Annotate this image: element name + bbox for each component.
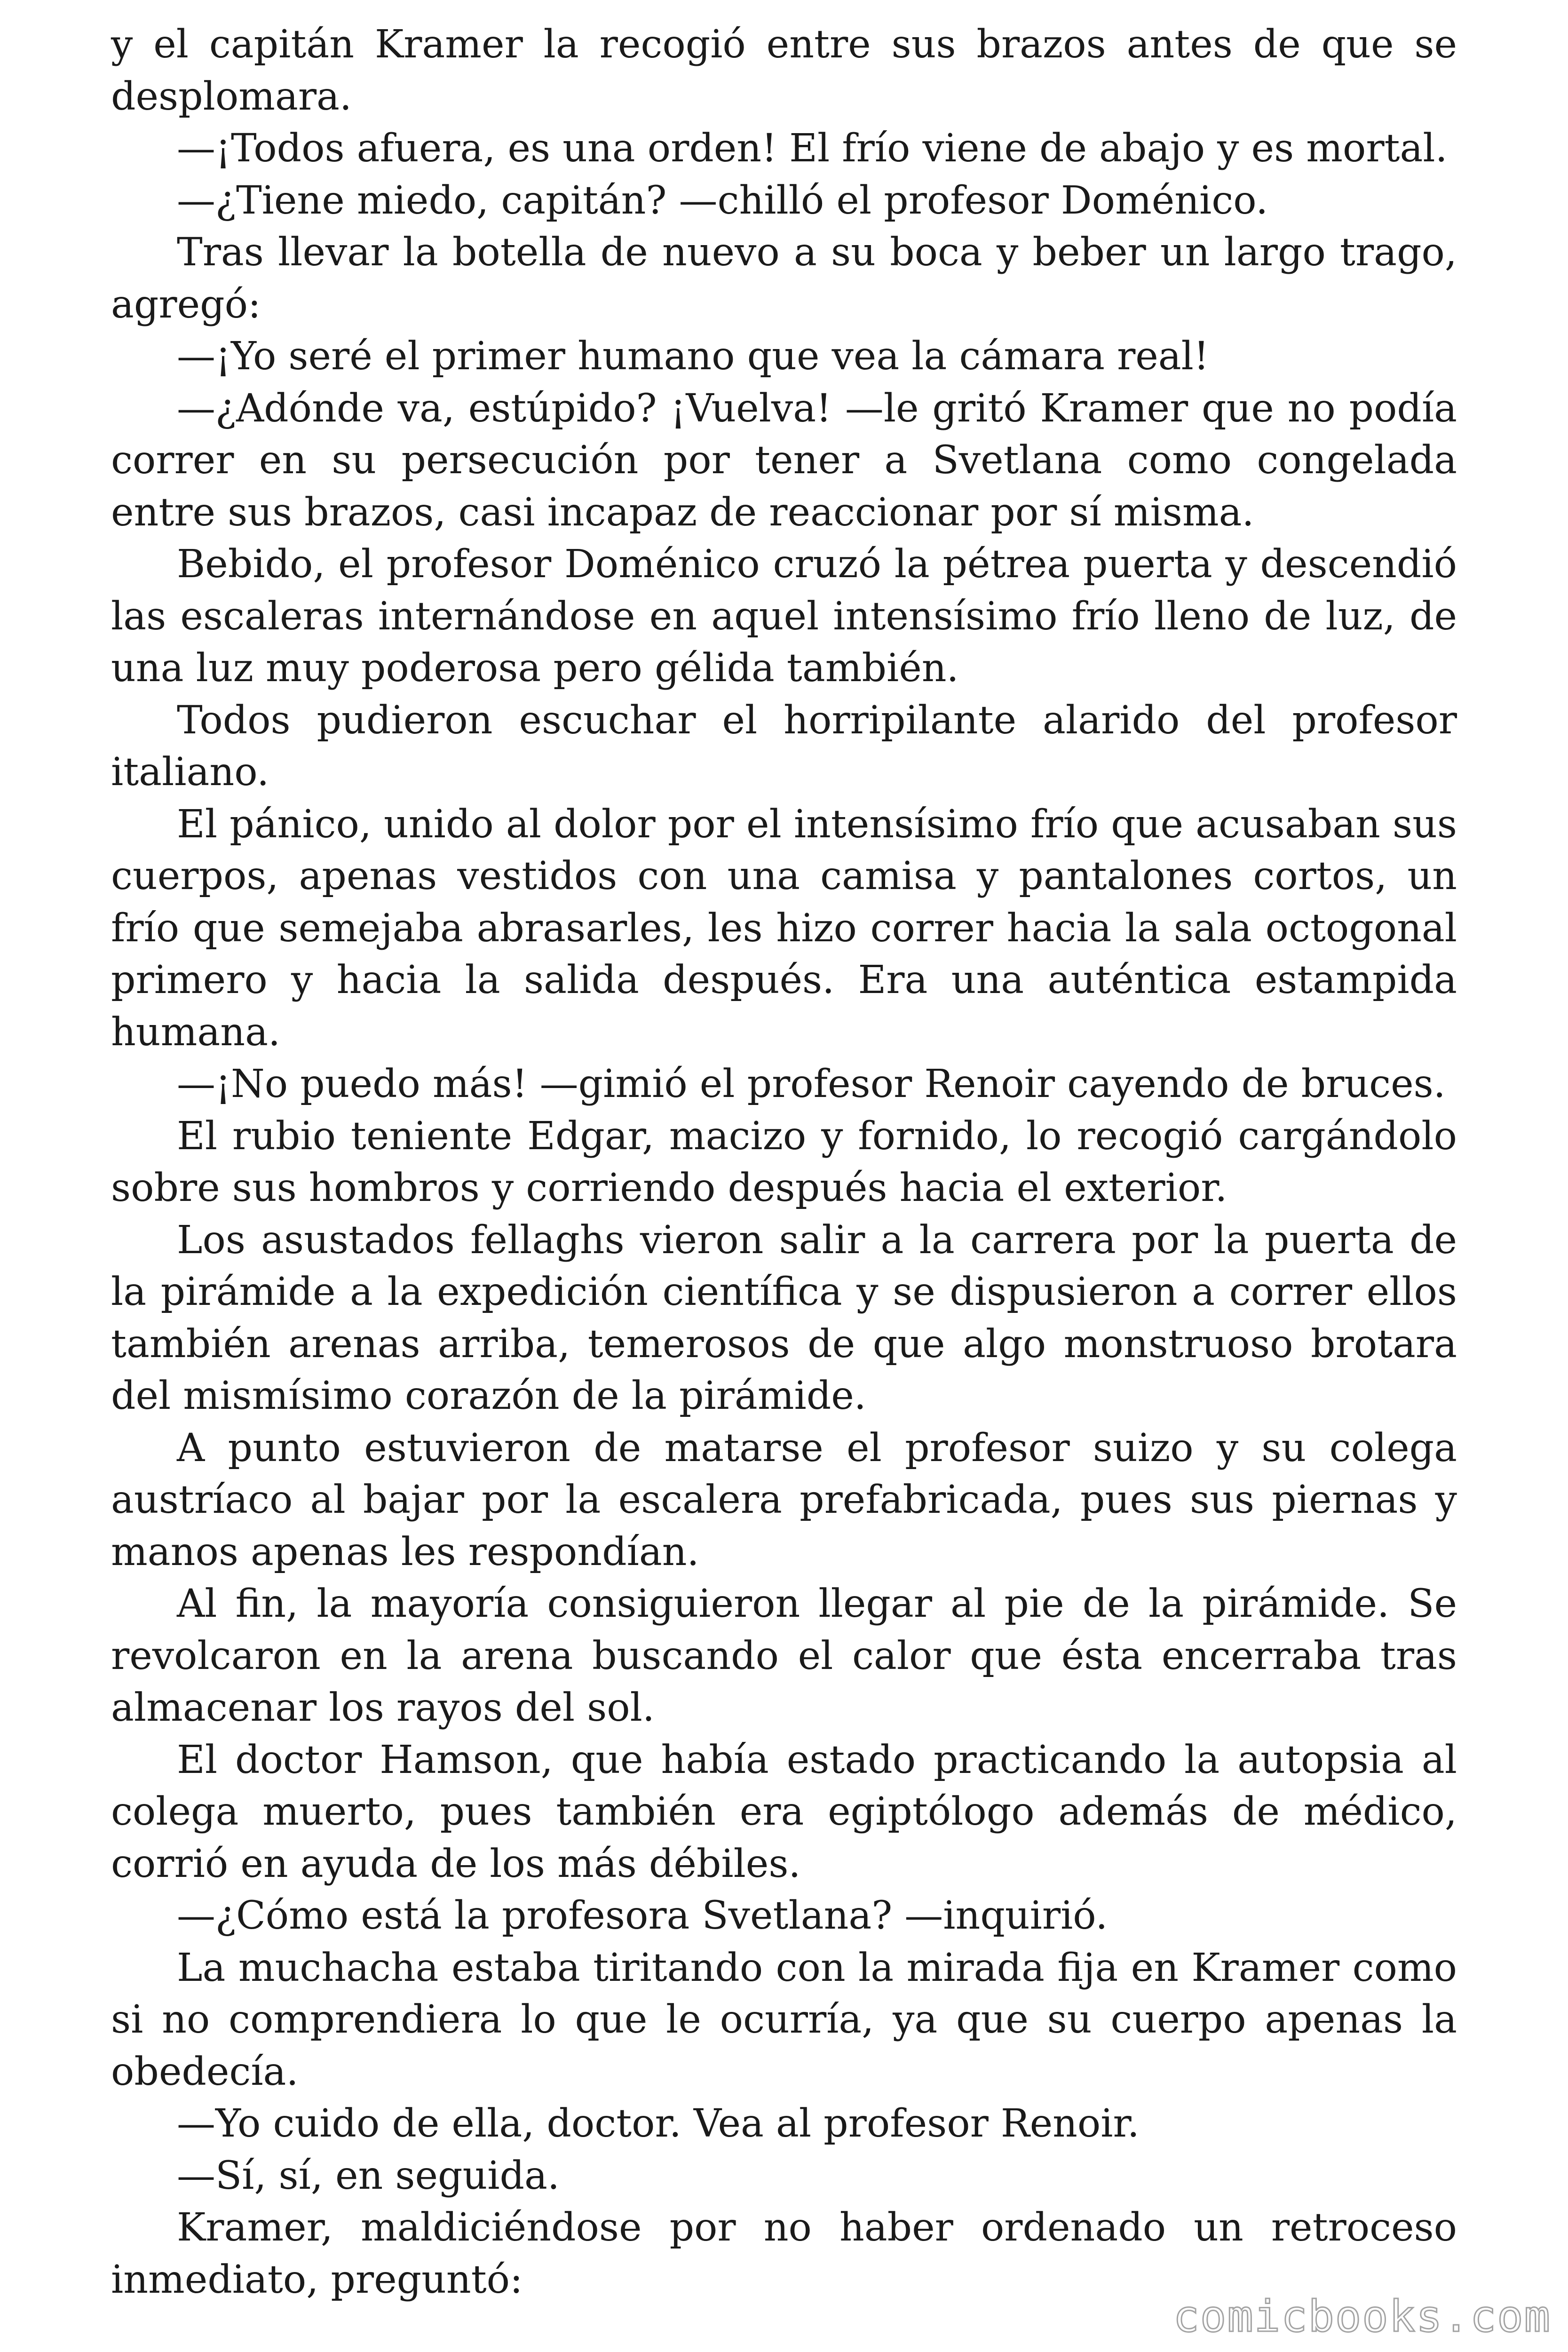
paragraph: Todos pudieron escuchar el horripilante alarido del profesor italiano.: [111, 698, 1457, 795]
paragraph: Los asustados fellaghs vieron salir a la carrera por la puerta de la pirámide a la expedición científica y se dispusieron a correr ellos también arenas arriba, temerosos de que algo monstruoso brotara del mismísimo corazón de la pirámide.: [111, 1217, 1457, 1418]
paragraph: A punto estuvieron de matarse el profesor suizo y su colega austríaco al bajar por la escalera prefabricada, pues sus piernas y manos apenas les respondían.: [111, 1425, 1457, 1574]
paragraph: —¡No puedo más! —gimió el profesor Renoir cayendo de bruces.: [177, 1062, 1446, 1106]
paragraph: Tras llevar la botella de nuevo a su boca y beber un largo trago, agregó:: [111, 230, 1457, 327]
paragraph: —¡Yo seré el primer humano que vea la cámara real!: [177, 334, 1209, 379]
page-body: [111, 19, 1457, 2306]
paragraph: Al fin, la mayoría consiguieron llegar al pie de la pirámide. Se revolcaron en la arena buscando el calor que ésta encerraba tras almacenar los rayos del sol.: [111, 1581, 1457, 1730]
paragraph: —Yo cuido de ella, doctor. Vea al profesor Renoir.: [177, 2101, 1140, 2146]
paragraph: —Sí, sí, en seguida.: [177, 2153, 560, 2198]
paragraph: La muchacha estaba tiritando con la mirada fija en Kramer como si no comprendiera lo que le ocurría, ya que su cuerpo apenas la obedecía.: [111, 1945, 1457, 2094]
paragraph: —¿Tiene miedo, capitán? —chilló el profesor Doménico.: [177, 178, 1268, 223]
watermark: comicbooks.com: [1173, 2291, 1551, 2342]
paragraph: Kramer, maldiciéndose por no haber ordenado un retroceso inmediato, preguntó:: [111, 2205, 1457, 2302]
paragraph: y el capitán Kramer la recogió entre sus brazos antes de que se desplomara.: [111, 22, 1457, 119]
paragraph: El rubio teniente Edgar, macizo y fornido, lo recogió cargándolo sobre sus hombros y corriendo después hacia el exterior.: [111, 1113, 1457, 1210]
paragraph: El pánico, unido al dolor por el intensísimo frío que acusaban sus cuerpos, apenas vestidos con una camisa y pantalones cortos, un frío que semejaba abrasarles, les hizo correr hacia la sala octogonal primero y hacia la salida después. Era una auténtica estampida humana.: [111, 802, 1457, 1055]
paragraph: —¿Adónde va, estúpido? ¡Vuelva! —le gritó Kramer que no podía correr en su persecución por tener a Svetlana como congelada entre sus brazos, casi incapaz de reaccionar por sí misma.: [111, 386, 1457, 535]
paragraph: —¡Todos afuera, es una orden! El frío viene de abajo y es mortal.: [177, 126, 1448, 171]
paragraph: —¿Cómo está la profesora Svetlana? —inquirió.: [177, 1893, 1108, 1938]
paragraph: Bebido, el profesor Doménico cruzó la pétrea puerta y descendió las escaleras internándose en aquel intensísimo frío lleno de luz, de una luz muy poderosa pero gélida también.: [111, 542, 1457, 691]
paragraph: El doctor Hamson, que había estado practicando la autopsia al colega muerto, pues también era egiptólogo además de médico, corrió en ayuda de los más débiles.: [111, 1737, 1457, 1886]
